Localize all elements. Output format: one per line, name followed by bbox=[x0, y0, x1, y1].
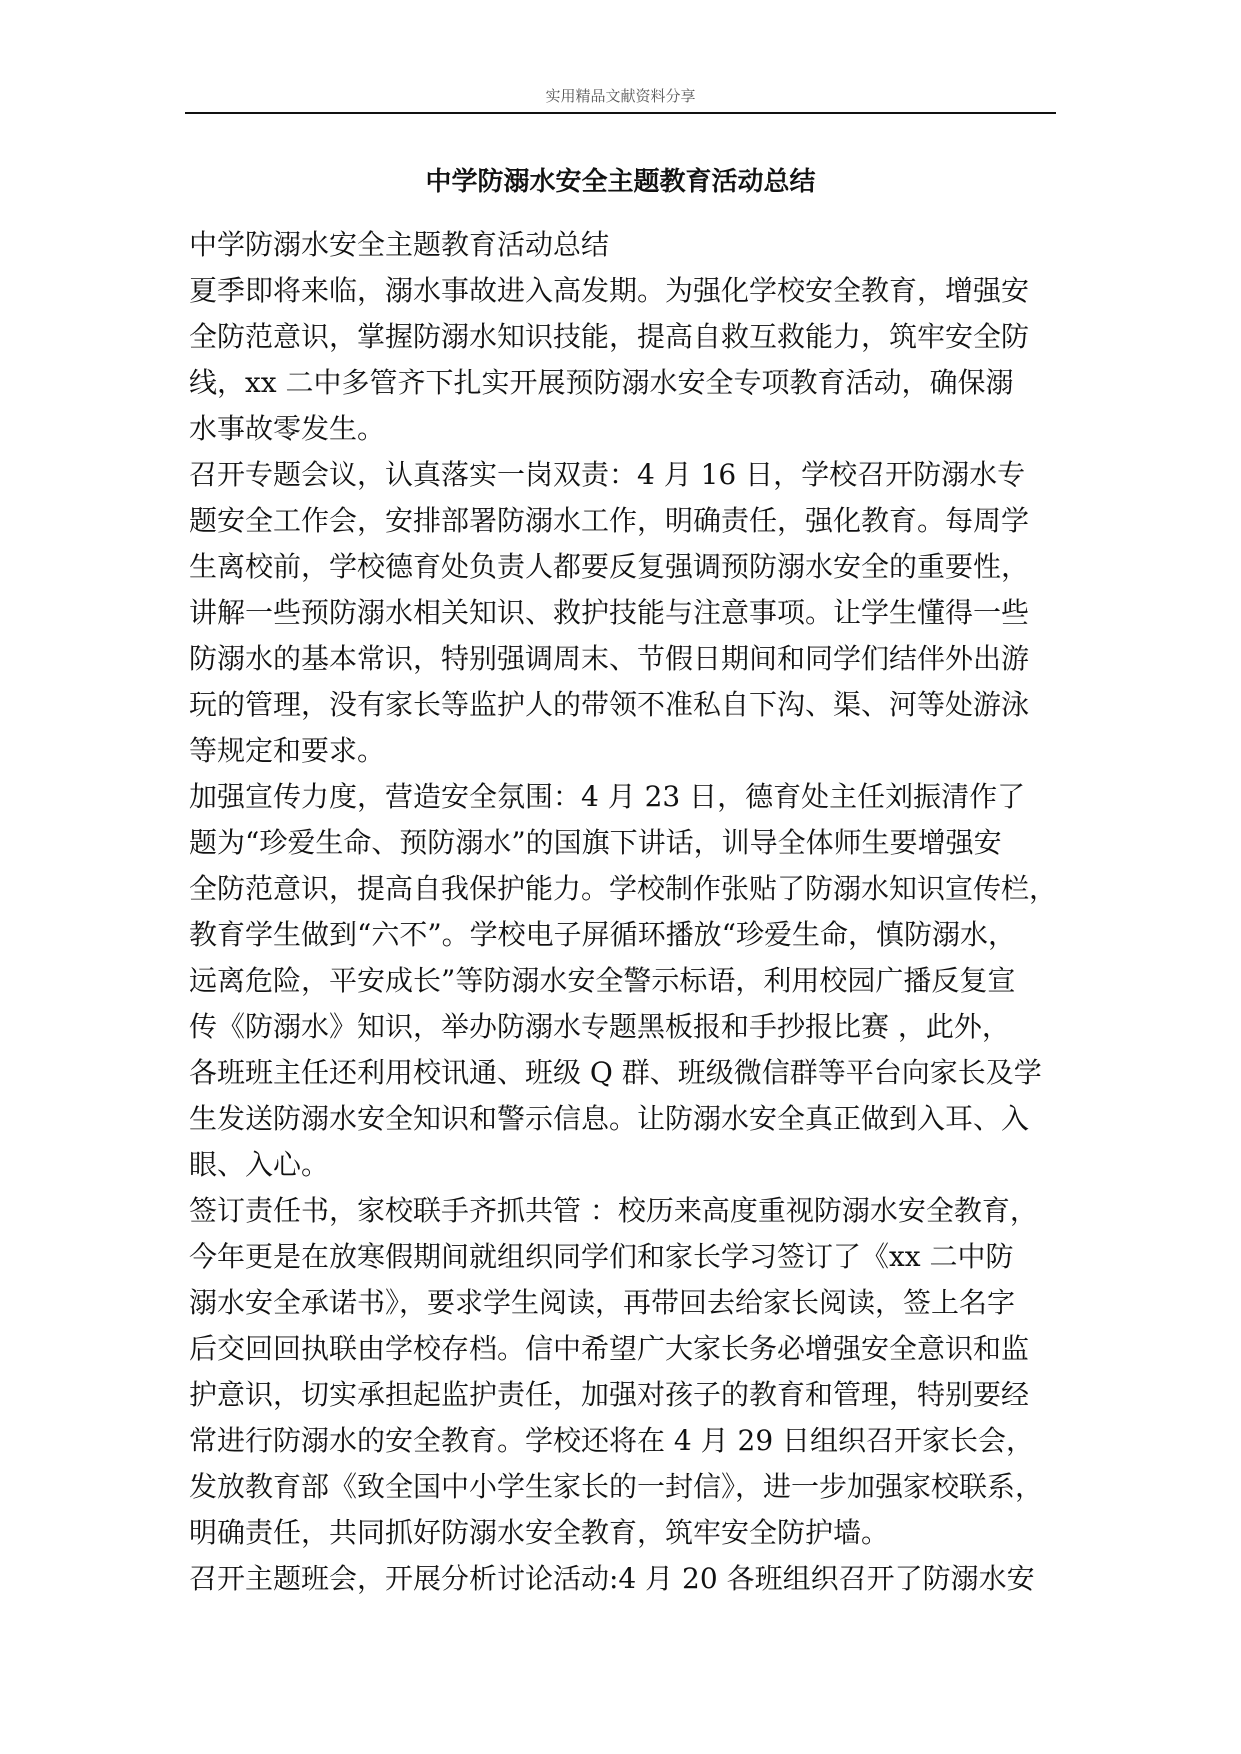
body-text-line: 后交回回执联由学校存档。信中希望广大家长务必增强安全意识和监 bbox=[189, 1332, 1030, 1365]
body-text-line: 中学防溺水安全主题教育活动总结 bbox=[189, 228, 610, 261]
body-text-line: 召开主题班会，开展分析讨论活动:4 月 20 各班组织召开了防溺水安 bbox=[189, 1562, 1035, 1595]
body-text-line: 水事故零发生。 bbox=[189, 412, 386, 445]
header-divider bbox=[185, 112, 1056, 114]
body-text-line: 全防范意识，提高自我保护能力。学校制作张贴了防溺水知识宣传栏， bbox=[189, 872, 1058, 905]
document-title: 中学防溺水安全主题教育活动总结 bbox=[425, 167, 816, 197]
body-text-line: 等规定和要求。 bbox=[189, 734, 386, 767]
body-text-line: 生离校前，学校德育处负责人都要反复强调预防溺水安全的重要性， bbox=[189, 550, 1030, 583]
body-text-line: 各班班主任还利用校讯通、班级 Q 群、班级微信群等平台向家长及学 bbox=[189, 1056, 1042, 1089]
body-text-line: 全防范意识，掌握防溺水知识技能，提高自救互救能力，筑牢安全防 bbox=[189, 320, 1030, 353]
body-text-line: 线，xx 二中多管齐下扎实开展预防溺水安全专项教育活动，确保溺 bbox=[189, 366, 1014, 399]
body-text-line: 传《防溺水》知识，举办防溺水专题黑板报和手抄报比赛 ，此外， bbox=[189, 1010, 1010, 1043]
body-text-line: 常进行防溺水的安全教育。学校还将在 4 月 29 日组织召开家长会， bbox=[189, 1424, 1035, 1457]
body-text-line: 玩的管理，没有家长等监护人的带领不准私自下沟、渠、河等处游泳 bbox=[189, 688, 1030, 721]
body-text-line: 明确责任，共同抓好防溺水安全教育，筑牢安全防护墙。 bbox=[189, 1516, 890, 1549]
body-text-line: 题安全工作会，安排部署防溺水工作，明确责任，强化教育。每周学 bbox=[189, 504, 1030, 537]
page-header-text: 实用精品文献资料分享 bbox=[545, 87, 696, 105]
body-text-line: 签订责任书，家校联手齐抓共管 ：校历来高度重视防溺水安全教育， bbox=[189, 1194, 1038, 1227]
body-text-line: 夏季即将来临，溺水事故进入高发期。为强化学校安全教育，增强安 bbox=[189, 274, 1030, 307]
body-text-line: 生发送防溺水安全知识和警示信息。让防溺水安全真正做到入耳、入 bbox=[189, 1102, 1030, 1135]
body-text-line: 护意识，切实承担起监护责任，加强对孩子的教育和管理，特别要经 bbox=[189, 1378, 1030, 1411]
body-text-line: 教育学生做到“六不”。学校电子屏循环播放“珍爱生命，慎防溺水， bbox=[189, 918, 1016, 951]
body-text-line: 防溺水的基本常识，特别强调周末、节假日期间和同学们结伴外出游 bbox=[189, 642, 1030, 675]
body-text-line: 今年更是在放寒假期间就组织同学们和家长学习签订了《xx 二中防 bbox=[189, 1240, 1014, 1273]
document-body bbox=[189, 222, 1065, 1602]
body-text-line: 加强宣传力度，营造安全氛围：4 月 23 日，德育处主任刘振清作了 bbox=[189, 780, 1026, 813]
body-text-line: 远离危险，平安成长”等防溺水安全警示标语，利用校园广播反复宣 bbox=[189, 964, 1016, 997]
body-text-line: 召开专题会议，认真落实一岗双责：4 月 16 日，学校召开防溺水专 bbox=[189, 458, 1026, 491]
body-text-line: 发放教育部《致全国中小学生家长的一封信》，进一步加强家校联系， bbox=[189, 1470, 1044, 1503]
body-text-line: 眼、入心。 bbox=[189, 1148, 330, 1181]
body-text-line: 溺水安全承诺书》，要求学生阅读，再带回去给家长阅读，签上名字 bbox=[189, 1286, 1016, 1319]
body-text-line: 讲解一些预防溺水相关知识、救护技能与注意事项。让学生懂得一些 bbox=[189, 596, 1030, 629]
body-text-line: 题为“珍爱生命、预防溺水”的国旗下讲话，训导全体师生要增强安 bbox=[189, 826, 1002, 859]
